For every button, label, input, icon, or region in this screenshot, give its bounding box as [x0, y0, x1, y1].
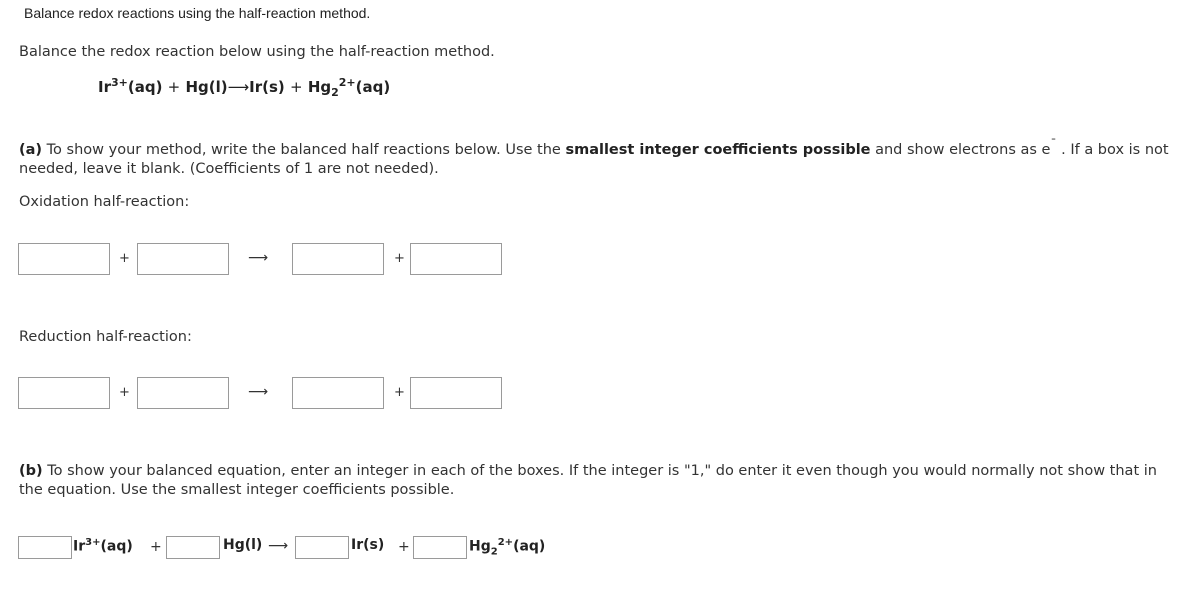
part-b-label: (b) [19, 463, 43, 479]
reduction-reactant-2-input[interactable] [137, 377, 229, 409]
reaction-arrow: ⟶ [268, 538, 289, 554]
ir-solid: Ir(s) [351, 537, 385, 553]
oxidation-reactant-1-input[interactable] [18, 243, 110, 275]
equation-plus: + [290, 78, 303, 96]
ir-ion: $Ir^{3+}(aq)$ [98, 76, 163, 96]
plus-sign: + [394, 251, 405, 266]
reduction-label: Reduction half-reaction: [19, 329, 192, 345]
reduction-reactant-1-input[interactable] [18, 377, 110, 409]
reaction-arrow: ⟶ [248, 384, 269, 400]
reduction-product-1-input[interactable] [292, 377, 384, 409]
ir-ion: $Ir^{3+}(aq)$ [73, 537, 133, 555]
part-a-instructions: (a) To show your method, write the balanced half reactions below. Use the smallest integer coefficients possible and show electrons as e¯ . If a box is not needed, leave it blank. (Coefficients of 1 are not needed). [19, 137, 1169, 177]
plus-sign: + [150, 539, 162, 555]
reaction-arrow: ⟶ [227, 78, 250, 96]
plus-sign: + [119, 385, 130, 400]
coefficient-ir-ion-input[interactable] [18, 536, 72, 559]
ir-solid: Ir(s) [249, 78, 285, 96]
oxidation-product-2-input[interactable] [410, 243, 502, 275]
header-bar [0, 0, 1200, 26]
plus-sign: + [119, 251, 130, 266]
header-title: Balance redox reactions using the half-reaction method. [24, 5, 371, 21]
emphasis-text: smallest integer coefficients possible [565, 141, 871, 158]
coefficient-ir-solid-input[interactable] [295, 536, 349, 559]
oxidation-reactant-2-input[interactable] [137, 243, 229, 275]
hg2-ion: $Hg_2^{2+}(aq)$ [307, 76, 391, 99]
plus-sign: + [394, 385, 405, 400]
reaction-arrow: ⟶ [248, 250, 269, 266]
reduction-product-2-input[interactable] [410, 377, 502, 409]
coefficient-hg2-ion-input[interactable] [413, 536, 467, 559]
plus-sign: + [398, 539, 410, 555]
equation-plus: + [167, 78, 181, 96]
hg-liquid: Hg(l) [185, 78, 228, 96]
hg2-ion: $Hg_2^{2+}(aq)$ [469, 537, 546, 558]
part-b-instructions: (b) To show your balanced equation, enter an integer in each of the boxes. If the integer is "1," do enter it even though you would normally not show that in the equation. Use the smallest integer coefficients possible. [19, 463, 1157, 498]
coefficient-hg-liquid-input[interactable] [166, 536, 220, 559]
redox-equation [98, 76, 390, 99]
hg-liquid: Hg(l) [223, 537, 263, 553]
oxidation-product-1-input[interactable] [292, 243, 384, 275]
part-a-label: (a) [19, 141, 43, 158]
intro-text: Balance the redox reaction below using the half-reaction method. [19, 44, 495, 60]
oxidation-label: Oxidation half-reaction: [19, 194, 190, 210]
